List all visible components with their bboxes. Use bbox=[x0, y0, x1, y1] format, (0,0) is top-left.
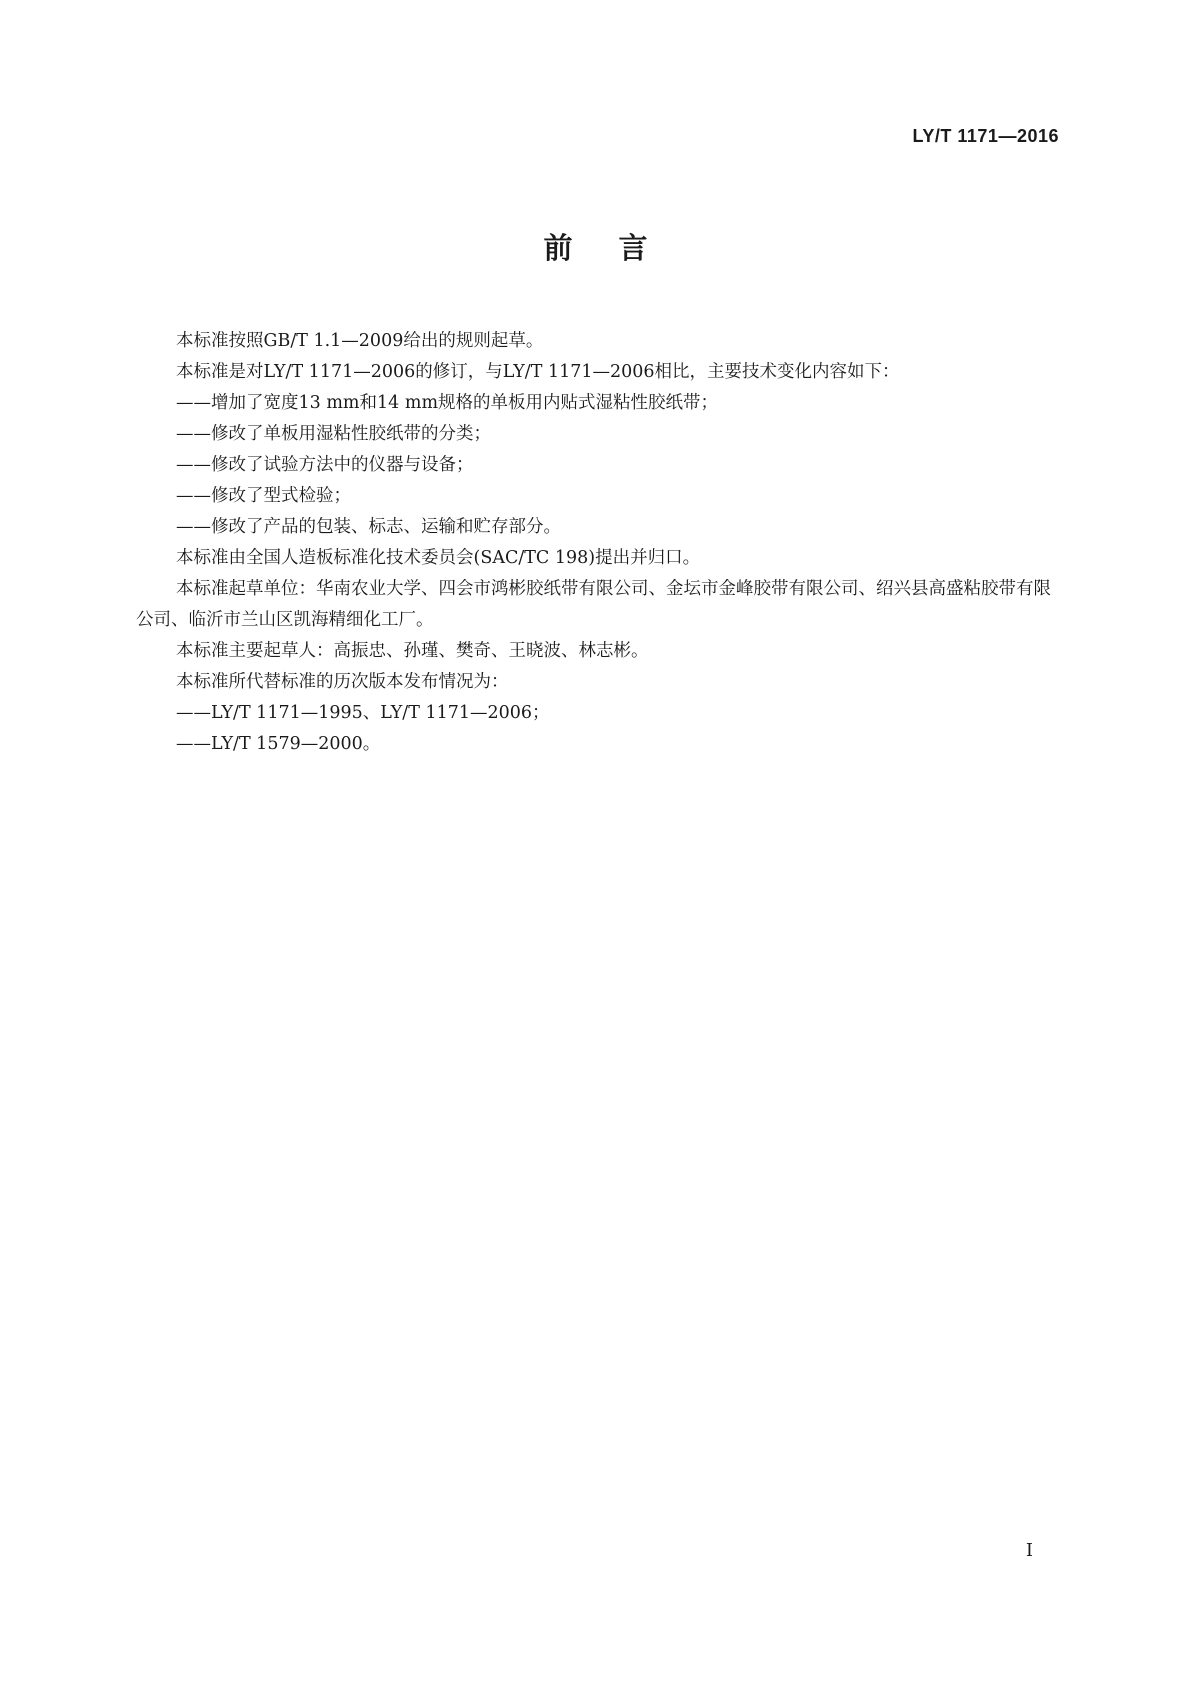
page-title: 前言 bbox=[543, 231, 694, 265]
paragraph-revision: 本标准是对LY/T 1171—2006的修订，与LY/T 1171—2006相比，主要技术变化内容如下： bbox=[176, 362, 900, 382]
list-item-change: ——修改了产品的包装、标志、运输和贮存部分。 bbox=[176, 517, 561, 537]
list-item-change: ——增加了宽度13 mm和14 mm规格的单板用内贴式湿粘性胶纸带； bbox=[176, 393, 719, 413]
document-body bbox=[136, 326, 1060, 760]
paragraph-drafters: 本标准主要起草人：高振忠、孙瑾、樊奇、王晓波、林志彬。 bbox=[176, 641, 649, 661]
standard-code: LY/T 1171—2016 bbox=[912, 126, 1059, 146]
paragraph-history: 本标准所代替标准的历次版本发布情况为： bbox=[176, 672, 509, 692]
list-item-version: ——LY/T 1171—1995、LY/T 1171—2006； bbox=[176, 703, 550, 723]
list-item-version: ——LY/T 1579—2000。 bbox=[176, 734, 381, 754]
paragraph-drafting-units: 本标准起草单位：华南农业大学、四会市鸿彬胶纸带有限公司、金坛市金峰胶带有限公司、绍兴县高盛粘胶带有限公司、临沂市兰山区凯海精细化工厂。 bbox=[136, 579, 1051, 630]
page-number: I bbox=[1025, 1540, 1033, 1561]
list-item-change: ——修改了型式检验； bbox=[176, 486, 351, 506]
paragraph-drafting-rules: 本标准按照GB/T 1.1—2009给出的规则起草。 bbox=[176, 331, 544, 351]
list-item-change: ——修改了单板用湿粘性胶纸带的分类； bbox=[176, 424, 491, 444]
list-item-change: ——修改了试验方法中的仪器与设备； bbox=[176, 455, 474, 475]
paragraph-proposer: 本标准由全国人造板标准化技术委员会(SAC/TC 198)提出并归口。 bbox=[176, 548, 701, 568]
